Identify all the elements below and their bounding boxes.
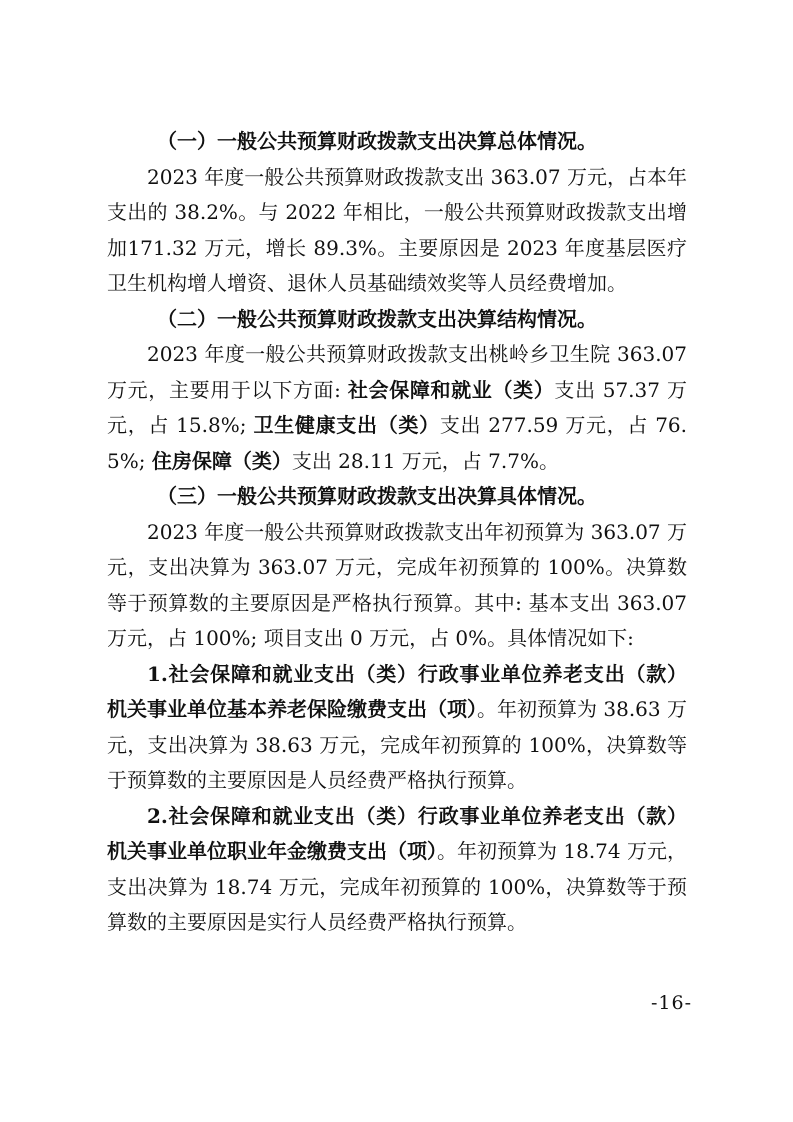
section-1-paragraph: 2023 年度一般公共预算财政拨款支出 363.07 万元，占本年支出的 38.2%。与 2022 年相比，一般公共预算财政拨款支出增加171.32 万元，增长 89.3%。主要原因是 2023 年度基层医疗卫生机构增人增资、退休人员基础绩效奖等人员经费增加。 <box>107 164 687 295</box>
item-1-title: 1.社会保障和就业支出（类）行政事业单位养老支出（款）机关事业单位基本养老保险缴费支出（项） <box>107 661 687 721</box>
section-1-heading: （一）一般公共预算财政拨款支出决算总体情况。 <box>157 129 597 153</box>
item-2-detail: 。年初预算为 18.74 万元，支出决算为 18.74 万元，完成年初预算的 100%，决算数等于预算数的主要原因是实行人员经费严格执行预算。 <box>107 839 687 934</box>
section-2-heading: （二）一般公共预算财政拨款支出决算结构情况。 <box>157 306 597 331</box>
category-social-security: 社会保障和就业（类） <box>347 377 555 402</box>
page-number: -16- <box>650 992 692 1014</box>
item-2-paragraph <box>107 799 687 941</box>
category-housing: 住房保障（类） <box>151 448 292 473</box>
item-1-paragraph <box>107 657 687 799</box>
category-social-security-detail: 支出 57.37 万元，占 15.8%; <box>107 377 687 437</box>
category-housing-detail: 支出 28.11 万元，占 7.7%。 <box>291 448 559 473</box>
section-2-intro: 2023 年度一般公共预算财政拨款支出桃岭乡卫生院 363.07 万元，主要用于以下方面: <box>107 342 687 402</box>
item-1-detail: 。年初预算为 38.63 万元，支出决算为 38.63 万元，完成年初预算的 100%，决算数等于预算数的主要原因是人员经费严格执行预算。 <box>107 697 687 792</box>
category-health: 卫生健康支出（类） <box>253 413 440 437</box>
category-health-detail: 支出 277.59 万元，占 76.5%; <box>107 413 688 473</box>
section-2-paragraph <box>107 337 687 479</box>
section-3-paragraph: 2023 年度一般公共预算财政拨款支出年初预算为 363.07 万元，支出决算为 363.07 万元，完成年初预算的 100%。决算数等于预算数的主要原因是严格执行预算。其中: 基本支出 363.07 万元，占 100%; 项目支出 0 万元，占 0%。具体情况如下: <box>107 519 687 650</box>
item-2-title: 2.社会保障和就业支出（类）行政事业单位养老支出（款）机关事业单位职业年金缴费支出（项） <box>107 803 687 863</box>
section-3-heading: （三）一般公共预算财政拨款支出决算具体情况。 <box>157 484 597 508</box>
page-content <box>107 124 687 941</box>
